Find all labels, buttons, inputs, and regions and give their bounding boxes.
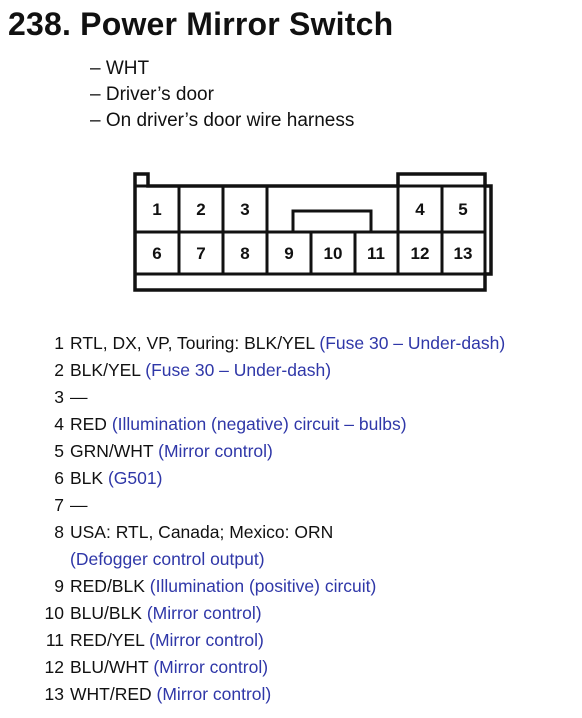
pin-description: (Defogger control output) <box>70 549 265 569</box>
pin-row-11 <box>40 627 505 654</box>
pin-wire: — <box>70 387 88 407</box>
pin-description: (G501) <box>107 468 163 488</box>
pin-description: (Mirror control) <box>153 657 269 677</box>
pin-description: (Mirror control) <box>146 603 262 623</box>
pin-description: (Illumination (negative) circuit – bulbs) <box>111 414 407 434</box>
pin-row-10 <box>40 600 505 627</box>
pin-number: 5 <box>54 441 64 461</box>
cavity-label-4: 4 <box>415 200 425 219</box>
pin-row-6 <box>40 465 505 492</box>
page-title: 238. Power Mirror Switch <box>8 6 394 42</box>
pin-number: 3 <box>54 387 64 407</box>
pin-row-9 <box>40 573 505 600</box>
pin-number: 10 <box>44 603 64 623</box>
cavity-label-3: 3 <box>240 200 250 219</box>
pin-wire: RED/YEL <box>70 630 145 650</box>
pin-list <box>40 330 505 708</box>
pin-row-13 <box>40 681 505 708</box>
pin-description: (Mirror control) <box>158 441 273 461</box>
pin-number: 1 <box>54 333 64 353</box>
pin-number: 2 <box>54 360 64 380</box>
pin-row-7 <box>40 492 505 519</box>
pin-wire: BLU/WHT <box>70 657 149 677</box>
cavity-label-2: 2 <box>196 200 206 219</box>
note-location: – Driver’s door <box>90 84 214 105</box>
cavity-label-8: 8 <box>240 244 250 263</box>
pin-wire: WHT/RED <box>70 684 152 704</box>
cavity-label-10: 10 <box>323 244 343 263</box>
pin-row-8 <box>40 519 505 573</box>
pin-number: 7 <box>54 495 64 515</box>
pin-row-3 <box>40 384 505 411</box>
pin-number: 13 <box>44 684 64 704</box>
pin-row-1 <box>40 330 505 357</box>
pin-wire: — <box>70 495 88 515</box>
pin-description: (Illumination (positive) circuit) <box>149 576 377 596</box>
pin-number: 4 <box>54 414 64 434</box>
cavity-label-11: 11 <box>367 244 385 263</box>
note-color: – WHT <box>90 58 150 79</box>
pin-description: (Mirror control) <box>149 630 264 650</box>
pin-wire: BLU/BLK <box>70 603 142 623</box>
pin-wire: USA: RTL, Canada; Mexico: ORN <box>70 522 334 542</box>
pin-number: 9 <box>54 576 64 596</box>
cavity-label-12: 12 <box>410 244 430 263</box>
pin-wire: BLK/YEL <box>70 360 141 380</box>
cavity-label-7: 7 <box>196 244 206 263</box>
pin-description: (Fuse 30 – Under-dash) <box>319 333 506 353</box>
cavity-label-6: 6 <box>152 244 162 263</box>
pin-description: (Fuse 30 – Under-dash) <box>145 360 332 380</box>
pin-number: 11 <box>45 630 64 650</box>
pin-wire: BLK <box>70 468 104 488</box>
pin-row-2 <box>40 357 505 384</box>
pin-number: 6 <box>54 468 64 488</box>
pin-row-4 <box>40 411 505 438</box>
pin-row-12 <box>40 654 505 681</box>
cavity-label-1: 1 <box>152 200 162 219</box>
pin-wire: GRN/WHT <box>70 441 154 461</box>
pin-description: (Mirror control) <box>156 684 272 704</box>
pin-number: 8 <box>54 522 64 542</box>
pin-wire: RED/BLK <box>70 576 145 596</box>
cavity-label-13: 13 <box>453 244 473 263</box>
pin-row-5 <box>40 438 505 465</box>
note-harness: – On driver’s door wire harness <box>90 110 355 131</box>
connector-lock-tab <box>293 211 371 233</box>
cavity-label-9: 9 <box>284 244 294 263</box>
cavity-label-5: 5 <box>458 200 468 219</box>
pin-wire: RED <box>70 414 107 434</box>
pin-wire: RTL, DX, VP, Touring: BLK/YEL <box>70 333 315 353</box>
pin-number: 12 <box>44 657 64 677</box>
